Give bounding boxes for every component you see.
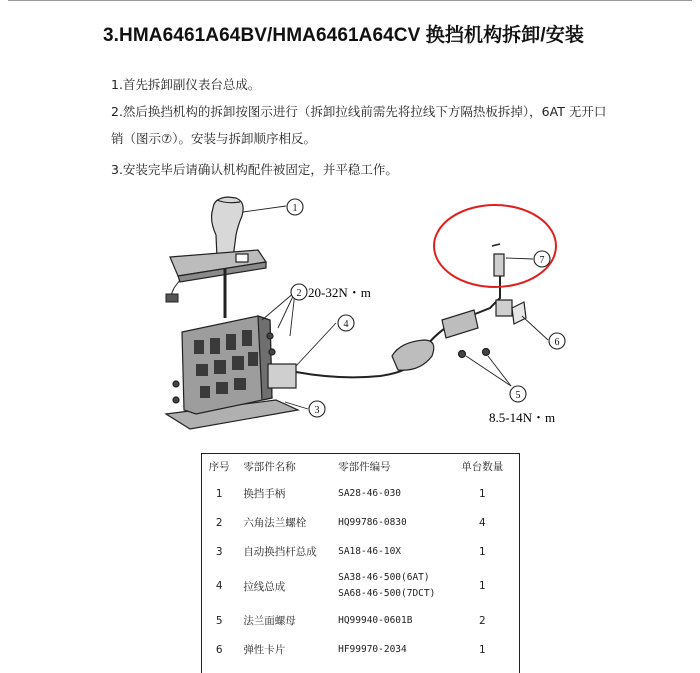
shift-knob xyxy=(212,197,244,258)
row-code: HF99970-2034 xyxy=(338,644,407,655)
row-qty: 2 xyxy=(478,614,486,627)
row-code xyxy=(338,566,446,606)
row-no: 3 xyxy=(215,545,223,558)
table-row xyxy=(201,479,518,508)
row-qty: 1 xyxy=(478,545,486,558)
row-qty: 4 xyxy=(478,516,486,529)
callout-3-number: 3 xyxy=(314,405,320,416)
row-name: 法兰面螺母 xyxy=(243,615,296,627)
cable-bracket xyxy=(392,310,490,370)
parts-table xyxy=(201,453,518,664)
row-code: HQ99786-0830 xyxy=(338,517,407,528)
shifter-exploded-diagram xyxy=(0,180,700,450)
callout-5-number: 5 xyxy=(515,390,521,401)
row-name: 自动换挡杆总成 xyxy=(243,546,317,558)
row-qty: 1 xyxy=(478,487,486,500)
callout-4-number: 4 xyxy=(343,319,349,330)
row-name: 换挡手柄 xyxy=(243,488,286,500)
row-qty: 1 xyxy=(478,580,486,592)
step-2: 2.然后换挡机构的拆卸按图示进行（拆卸拉线前需先将拉线下方隔热板拆掉），6AT 无开口 xyxy=(111,104,607,119)
table-row xyxy=(201,508,518,537)
row-no: 5 xyxy=(215,614,223,627)
shifter-base-assembly xyxy=(166,316,298,429)
row-code: HQ99940-0601B xyxy=(338,615,413,626)
row-code: SA28-46-030 xyxy=(338,488,402,499)
row-no: 6 xyxy=(215,643,223,656)
row-qty: 1 xyxy=(478,643,486,656)
header-code: 零部件编号 xyxy=(338,460,391,473)
header-no: 序号 xyxy=(208,460,230,473)
header-qty: 单台数量 xyxy=(461,460,504,473)
connector xyxy=(166,280,180,302)
step-3: 3.安装完毕后请确认机构配件被固定，并平稳工作。 xyxy=(111,162,398,177)
callout-6-number: 6 xyxy=(554,337,560,348)
cable-end-fitting xyxy=(494,254,526,324)
row-name: 拉线总成 xyxy=(243,580,286,593)
top-rule xyxy=(8,0,692,1)
clip-pin xyxy=(492,244,500,246)
callout-7-number: 7 xyxy=(539,255,545,266)
row-no: 1 xyxy=(215,487,223,500)
page-title: 3.HMA6461A64BV/HMA6461A64CV 换挡机构拆卸/安装 xyxy=(103,25,584,46)
table-row xyxy=(201,537,518,566)
row-code-6at: SA38-46-500(6AT) xyxy=(338,572,430,583)
torque-label-bolts: 20-32N・m xyxy=(308,285,371,300)
row-name: 弹性卡片 xyxy=(243,644,286,656)
row-name: 六角法兰螺栓 xyxy=(243,517,307,529)
header-name: 零部件名称 xyxy=(243,460,296,473)
callout-1-number: 1 xyxy=(292,203,298,214)
step-1: 1.首先拆卸副仪表台总成。 xyxy=(111,77,261,92)
row-no: 4 xyxy=(215,580,223,592)
callout-2-number: 2 xyxy=(296,288,302,299)
torque-label-nuts: 8.5-14N・m xyxy=(489,410,556,425)
row-code: SA18-46-10X xyxy=(338,546,402,557)
gate-plate xyxy=(170,250,266,282)
table-row xyxy=(201,635,518,664)
step-2-continued: 销（图示⑦）。安装与拆卸顺序相反。 xyxy=(111,131,316,146)
table-row xyxy=(201,606,518,635)
table-row xyxy=(201,566,518,606)
row-code-7dct: SA68-46-500(7DCT) xyxy=(338,588,436,599)
table-header-row xyxy=(201,453,518,479)
row-no: 2 xyxy=(215,516,223,529)
